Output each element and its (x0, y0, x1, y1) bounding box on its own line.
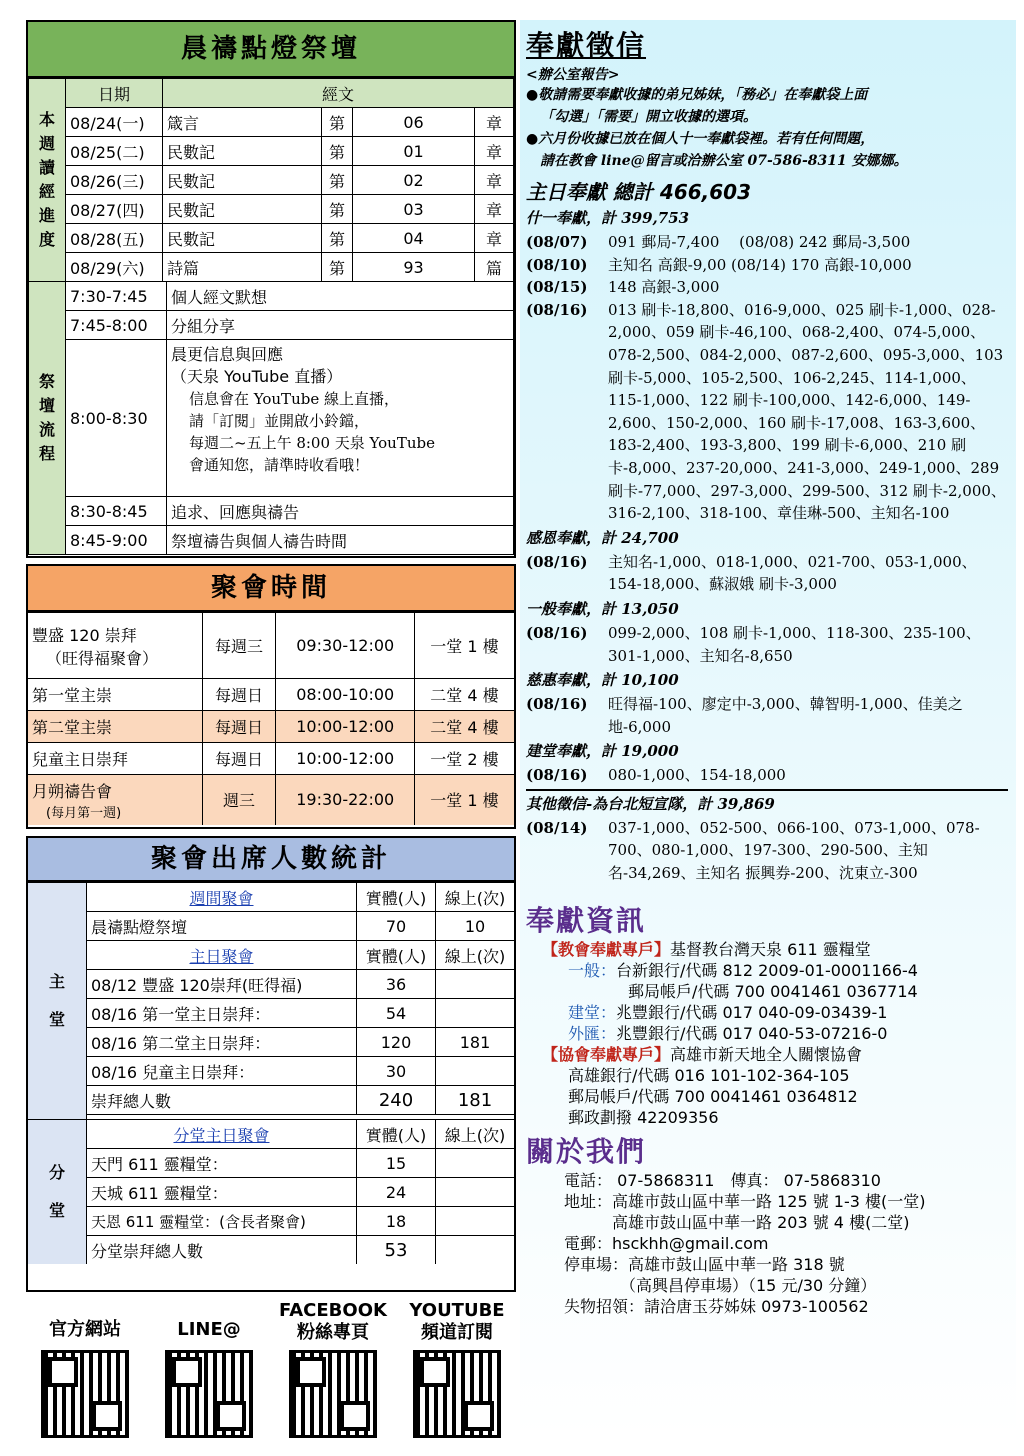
qr-code-icon (289, 1350, 377, 1438)
col-text: 經文 (163, 79, 514, 108)
flow-row: 8:00-8:30 晨更信息與回應 （天泉 YouTube 直播） 信息會在 YouTube 線上直播， 請「訂閱」並開啟小鈴鐺， 每週二~五上午 8:00 天泉 YouTube 會通知您，請準時收看哦！ (29, 340, 514, 497)
about-info: 電話： 07-5868311 傳真： 07-5868310 地址：高雄市鼓山區中華一路 125 號 1-3 樓(一堂) 高雄市鼓山區中華一路 203 號 4 樓(二堂) 電郵：hsckhh@gmail.com 停車場：高雄市鼓山區中華一路 318 號 （高興昌停車場）（15 元/30 分鐘） 失物招領：請洽唐玉芬姊妹 0973-100562 (526, 1170, 1008, 1317)
office-notes: ●敬請需要奉獻收據的弟兄姊妹，「務必」在奉獻袋上面 「勾選」「需要」開立收據的選項。 ●六月份收據已放在個人十一奉獻袋裡。若有任何問題， 請在教會 line@留言或洽辦公室 07-586-8311 安娜娜。 (526, 87, 908, 169)
attendance-row: 08/16 第一堂主日崇拜： 54 (28, 999, 514, 1028)
meeting-table (28, 612, 514, 825)
flow-table (28, 281, 514, 555)
attendance-row: 08/12 豐盛 120崇拜(旺得福) 36 (28, 970, 514, 999)
meeting-times-box (26, 564, 516, 829)
reading-row: 08/27(四) 民數記 第 03 章 (29, 195, 514, 224)
qr-website[interactable]: 官方網站 (26, 1300, 144, 1438)
donation-row: (08/16) 旺得福-100、廖定中-3,000、韓智明-1,000、佳美之地-6,000 (526, 695, 963, 736)
meeting-times-title: 聚會時間 (28, 566, 514, 612)
reading-row: 08/26(三) 民數記 第 02 章 (29, 166, 514, 195)
weekday-link[interactable]: 週間聚會 (87, 883, 357, 912)
qr-code-icon (41, 1350, 129, 1438)
flow-row: 8:30-8:45 追求、回應與禱告 (29, 497, 514, 526)
qr-youtube[interactable]: YOUTUBE 頻道訂閱 (398, 1300, 516, 1438)
offering-info: 【教會奉獻專戶】基督教台灣天泉 611 靈糧堂 一般：台新銀行/代碼 812 2009-01-0001166-4 郵局帳戶/代碼 700 0041461 0367714 建堂：兆豐銀行/代碼 017 040-09-03439-1 外匯：兆豐銀行/代碼 017 040-53-07216-0 【協會奉獻專戶】高雄市新天地全人關懷協會 高雄銀行/代碼 016 101-102-364-105 郵局帳戶/代碼 700 0041461 0364812 郵政劃撥 42209356 (542, 939, 918, 1127)
branch-label: 分堂 (28, 1120, 87, 1265)
attendance-row: 08/16 第二堂主日崇拜： 120 181 (28, 1028, 514, 1057)
reading-row: 08/25(二) 民數記 第 01 章 (29, 137, 514, 166)
attendance-row: 天恩 611 靈糧堂：(含長者聚會) 18 (28, 1207, 514, 1236)
donation-row: (08/14) 037-1,000、052-500、066-100、073-1,000、078-700、080-1,000、197-300、290-500、主知名-34,269、主知名 振興券-200、沈東立-300 (526, 818, 980, 883)
attendance-table: 主堂 週間聚會 實體(人) 線上(次) 晨禱點燈祭壇 70 10 主日聚會 實體(人) 線上(次) 08/12 豐盛 120崇拜(旺得福) 36 08/16 第一堂主日崇拜： 54 08/16 第二堂主日崇拜： 120 181 08/16 兒童主日崇拜： 30 崇拜總人數 240 181 分堂 分堂主日聚會 實體(人) 線上(次) 天門 611 靈糧堂： 15 天城 611 靈糧堂： 24 天恩 611 靈糧堂：(含長者聚會) 18 分堂崇拜總人數 53 (28, 882, 514, 1264)
qr-line[interactable]: LINE@ (150, 1300, 268, 1438)
col-date: 日期 (66, 79, 163, 108)
qr-section (26, 1300, 516, 1440)
offering-sections: 什一奉獻，計 399,753 (08/07) 091 郵局-7,400 (08/08) 242 郵局-3,500 (08/10) 主知名 高銀-9,00 (08/14) 170 高銀-10,000 (08/15) 148 高銀-3,000 (08/16) 013 刷卡-18,800、016-9,000、025 刷卡-1,000、028-2,000、059 刷卡-46,100、068-2,400、074-5,000、078-2,500、084-2,000、087-2,600、095-3,000、103 刷卡-5,000、105-2,500、106-2,245、114-1,000、115-1,000、122 刷卡-100,000、142-6,000、149-2,600、150-2,000、160 刷卡-17,008、163-3,600、183-2,400、193-3,800、199 刷卡-6,000、210 刷卡-8,000、237-20,000、241-3,000、249-1,000、289 刷卡-77,000、297-3,000、299-500、312 刷卡-2,000、316-2,100、318-100、章佳琳-500、主知名-100 感恩奉獻，計 24,700 (08/16) 主知名-1,000、018-1,000、021-700、053-1,000、154-18,000、蘇淑娥 刷卡-3,000 一般奉獻，計 13,050 (08/16) 099-2,000、108 刷卡-1,000、118-300、235-100、301-1,000、主知名-8,650 慈惠奉獻，計 10,100 (08/16) 旺得福-100、廖定中-3,000、韓智明-1,000、佳美之地-6,000 建堂奉獻，計 19,000 (08/16) 080-1,000、154-18,000 其他徵信-為台北短宣隊，計 39,869 (08/14) 037-1,000、052-500、066-100、073-1,000、078-700、080-1,000、197-300、290-500、主知名-34,269、主知名 振興券-200、沈東立-300 (526, 205, 1008, 885)
offering-panel (520, 20, 1016, 1438)
reading-table (28, 78, 514, 282)
attendance-box (26, 836, 516, 1292)
about-title: 關於我們 (526, 1134, 647, 1168)
office-report: <辦公室報告> (526, 67, 620, 83)
sunday-total: 主日奉獻 總計 466,603 (526, 180, 752, 204)
attendance-row: 08/16 兒童主日崇拜： 30 (28, 1057, 514, 1086)
qr-facebook[interactable]: FACEBOOK 粉絲專頁 (274, 1300, 392, 1438)
prayer-altar-box (26, 20, 516, 558)
meeting-row: 第一堂主崇 每週日 08:00-10:00 二堂 4 樓 (28, 679, 514, 711)
reading-row: 08/24(一) 箴言 第 06 章 (29, 108, 514, 137)
reading-side-label: 本週讀經進度 (29, 79, 66, 282)
meeting-row: 兒童主日崇拜 每週日 10:00-12:00 一堂 2 樓 (28, 743, 514, 775)
donation-row: (08/16) 099-2,000、108 刷卡-1,000、118-300、235-100、301-1,000、主知名-8,650 (526, 623, 981, 665)
donation-row: (08/10) 主知名 高銀-9,00 (08/14) 170 高銀-10,000 (526, 255, 912, 274)
meeting-row: 第二堂主崇 每週日 10:00-12:00 二堂 4 樓 (28, 711, 514, 743)
donation-row: (08/16) 013 刷卡-18,800、016-9,000、025 刷卡-1,000、028-2,000、059 刷卡-46,100、068-2,400、074-5,000、078-2,500、084-2,000、087-2,600、095-3,000、103 刷卡-5,000、105-2,500、106-2,245、114-1,000、115-1,000、122 刷卡-100,000、142-6,000、149-2,600、150-2,000、160 刷卡-17,008、163-3,600、183-2,400、193-3,800、199 刷卡-6,000、210 刷卡-8,000、237-20,000、241-3,000、249-1,000、289 刷卡-77,000、297-3,000、299-500、312 刷卡-2,000、316-2,100、318-100、章佳琳-500、主知名-100 (526, 300, 1006, 523)
reading-row: 08/28(五) 民數記 第 04 章 (29, 224, 514, 253)
attendance-row: 分堂崇拜總人數 53 (28, 1236, 514, 1265)
meeting-row: 月朔禱告會 (每月第一週) 週三 19:30-22:00 一堂 1 樓 (28, 775, 514, 825)
reading-row: 08/29(六) 詩篇 第 93 篇 (29, 253, 514, 282)
flow-side-label: 祭壇流程 (29, 282, 66, 555)
flow-row: 祭壇流程 7:30-7:45 個人經文默想 (29, 282, 514, 311)
email-link[interactable]: 電郵：hsckhh@gmail.com (564, 1233, 769, 1253)
meeting-row: 豐盛 120 崇拜 （旺得福聚會） 每週三 09:30-12:00 一堂 1 樓 (28, 613, 514, 679)
attendance-row: 天門 611 靈糧堂： 15 (28, 1149, 514, 1178)
donation-row: (08/16) 080-1,000、154-18,000 (526, 764, 1008, 791)
qr-code-icon (165, 1350, 253, 1438)
donation-row: (08/07) 091 郵局-7,400 (08/08) 242 郵局-3,500 (526, 233, 911, 251)
sunday-link[interactable]: 主日聚會 (87, 941, 357, 970)
prayer-altar-title: 晨禱點燈祭壇 (28, 22, 514, 78)
youtube-note: 信息會在 YouTube 線上直播， 請「訂閱」並開啟小鈴鐺， 每週二~五上午 8:00 天泉 YouTube 會通知您，請準時收看哦！ (189, 390, 435, 474)
info-title: 奉獻資訊 (526, 903, 647, 937)
flow-row: 7:45-8:00 分組分享 (29, 311, 514, 340)
donation-row: (08/16) 主知名-1,000、018-1,000、021-700、053-1,000、154-18,000、蘇淑娥 刷卡-3,000 (526, 552, 977, 594)
attendance-row: 崇拜總人數 240 181 (28, 1086, 514, 1115)
attendance-row: 晨禱點燈祭壇 70 10 (28, 912, 514, 941)
offering-title: 奉獻徵信 (526, 29, 647, 62)
main-hall-label: 主堂 (28, 883, 87, 1120)
qr-code-icon (413, 1350, 501, 1438)
attendance-row: 天城 611 靈糧堂： 24 (28, 1178, 514, 1207)
attendance-title: 聚會出席人數統計 (28, 838, 514, 882)
branch-link[interactable]: 分堂主日聚會 (87, 1120, 357, 1149)
flow-row: 8:45-9:00 祭壇禱告與個人禱告時間 (29, 526, 514, 555)
donation-row: (08/15) 148 高銀-3,000 (526, 278, 720, 297)
